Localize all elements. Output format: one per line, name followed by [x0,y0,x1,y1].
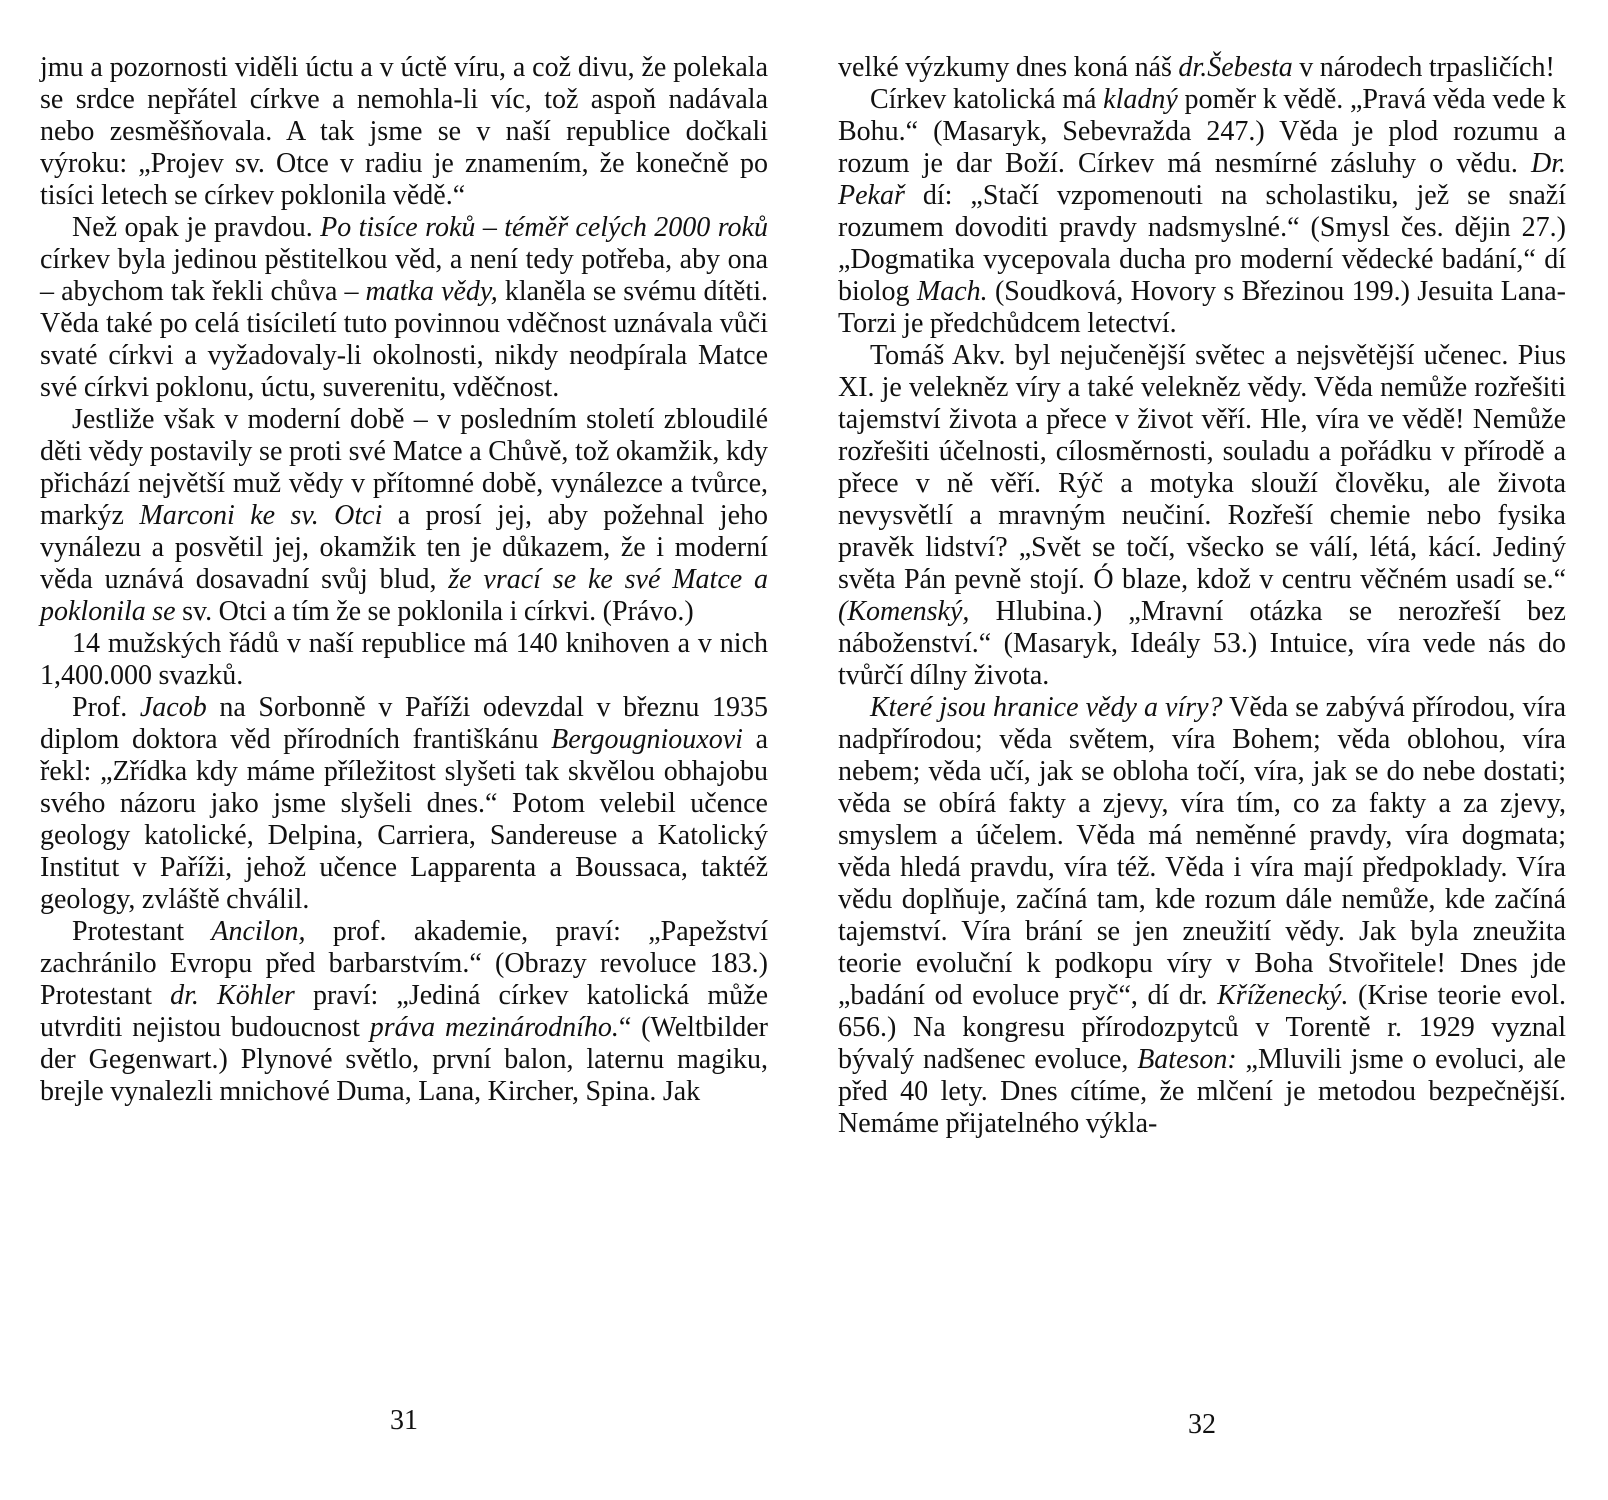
paragraph: Protestant Ancilon, prof. akademie, praví: „Papežství zachránilo Evropu před barbarstvím.“ (Obrazy revoluce 183.) Protestant dr. Köhler praví: „Jediná církev katolická může utvrditi nejistou budoucnost práva mezinárodního.“ (Weltbilder der Gegenwart.) Plynové světlo, první balon, laternu magiku, brejle vynalezli mnichové Duma, Lana, Kircher, Spina. Jak [40,916,768,1107]
paragraph: velké výzkumy dnes koná náš dr.Šebesta v národech trpasličích! [838,52,1555,83]
left-page-text [40,52,768,1108]
left-page [40,52,768,1500]
right-page [838,52,1566,1500]
paragraph: 14 mužských řádů v naší republice má 140 knihoven a v nich 1,400.000 svazků. [40,628,768,691]
paragraph: Které jsou hranice vědy a víry? Věda se zabývá přírodou, víra nadpřírodou; věda světem, víra Bohem; věda oblohou, víra nebem; věda učí, jak se obloha točí, víra, jak se do nebe dostati; věda se obírá fakty a zjevy, víra tím, co za fakty a za zjevy, smyslem a účelem. Věda má neměnné pravdy, víra dogmata; věda hledá pravdu, víra též. Věda i víra mají předpoklady. Víra vědu doplňuje, začíná tam, kde rozum dále nemůže, kde začíná tajemství. Víra brání se jen zneužití vědy. Jak byla zneužita teorie evoluční k podkopu víry v Boha Stvořitele! Dnes jde „badání od evoluce pryč“, dí dr. Kříženecký. (Krise teorie evol. 656.) Na kongresu přírodozpytců v Torentě r. 1929 vyznal bývalý nadšenec evoluce, Bateson: „Mluvili jsme o evoluci, ale před 40 lety. Dnes cítíme, že mlčení je metodou bezpečnější. Nemáme přijatelného výkla- [838,692,1566,1139]
paragraph: jmu a pozornosti viděli úctu a v úctě víru, a což divu, že polekala se srdce nepřátel církve a nemohla-li víc, tož aspoň nadávala nebo zesměšňovala. A tak jsme se v naší republice dočkali výroku: „Projev sv. Otce v radiu je znamením, že konečně po tisíci letech se církev poklonila vědě.“ [40,52,768,211]
paragraph: Než opak je pravdou. Po tisíce roků – téměř celých 2000 roků církev byla jedinou pěstitelkou věd, a není tedy potřeba, aby ona – abychom tak řekli chůva – matka vědy, klaněla se svému dítěti. Věda také po celá tisíciletí tuto povinnou vděčnost uznávala vůči svaté církvi a vyžadovaly-li okolnosti, nikdy neodpírala Matce své církvi poklonu, úctu, suverenitu, vděčnost. [40,212,768,403]
paragraph: Tomáš Akv. byl nejučenější světec a nejsvětější učenec. Pius XI. je velekněz víry a také velekněz vědy. Věda nemůže rozřešiti tajemství života a přece v život věří. Hle, víra ve vědě! Nemůže rozřešiti účelnosti, cílosměrnosti, souladu a pořádku v přírodě a přece v ně věří. Rýč a motyka slouží člověku, ale života nevysvětlí a mravným neučiní. Rozřeší chemie nebo fysika pravěk lidství? „Svět se točí, všecko se válí, létá, kácí. Jediný světa Pán pevně stojí. Ó blaze, kdož v centru věčném usadí se.“ (Komenský, Hlubina.) „Mravní otázka se nerozřeší bez náboženství.“ (Masaryk, Ideály 53.) Intuice, víra vede nás do tvůrčí dílny života. [838,340,1566,691]
page-number-right: 32 [1188,1409,1216,1440]
paragraph: Církev katolická má kladný poměr k vědě. „Pravá věda vede k Bohu.“ (Masaryk, Sebevražda 247.) Věda je plod rozumu a rozum je dar Boží. Církev má nesmírné zásluhy o vědu. Dr. Pekař dí: „Stačí vzpomenouti na scholastiku, jež se snaží rozumem dovoditi pravdy nadsmyslné.“ (Smysl čes. dějin 27.) „Dogmatika vycepovala ducha pro moderní vědecké badání,“ dí biolog Mach. (Soudková, Hovory s Březinou 199.) Jesuita Lana-Torzi je předchůdcem letectví. [838,84,1567,339]
right-page-text [838,52,1566,1140]
page-number-left: 31 [390,1405,418,1436]
paragraph: Jestliže však v moderní době – v posledním století zbloudilé děti vědy postavily se proti své Matce a Chůvě, tož okamžik, kdy přichází největší muž vědy v přítomné době, vynálezce a tvůrce, markýz Marconi ke sv. Otci a prosí jej, aby požehnal jeho vynálezu a posvětil jej, okamžik ten je důkazem, že i moderní věda uznává dosavadní svůj blud, že vrací se ke své Matce a poklonila se sv. Otci a tím že se poklonila i církvi. (Právo.) [40,404,769,627]
paragraph: Prof. Jacob na Sorbonně v Paříži odevzdal v březnu 1935 diplom doktora věd přírodních františkánu Bergougniouxovi a řekl: „Zřídka kdy máme příležitost slyšeti tak skvělou obhajobu svého názoru jako jsme slyšeli dnes.“ Potom velebil učence geology katolické, Delpina, Carriera, Sandereuse a Katolický Institut v Paříži, jehož učence Lapparenta a Boussaca, taktéž geology, zvláště chválil. [40,692,768,915]
